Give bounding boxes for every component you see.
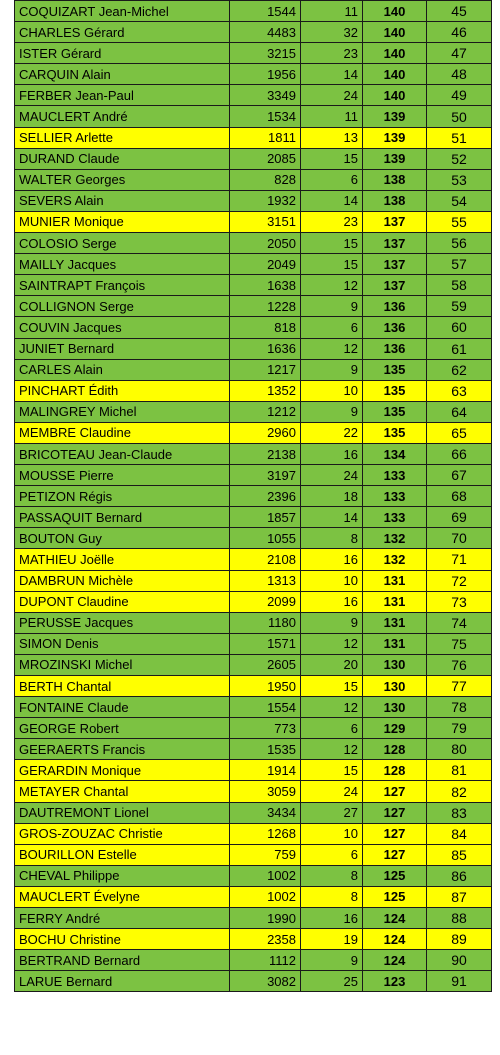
points-cell: 2396 <box>230 486 301 507</box>
table-row <box>15 211 492 232</box>
player-name-cell: SELLIER Arlette <box>15 127 230 148</box>
count-cell: 10 <box>301 823 363 844</box>
rank-cell: 78 <box>427 697 492 718</box>
points-cell: 1212 <box>230 401 301 422</box>
points-cell: 759 <box>230 844 301 865</box>
player-name-cell: DAUTREMONT Lionel <box>15 802 230 823</box>
count-cell: 15 <box>301 760 363 781</box>
rank-cell: 50 <box>427 106 492 127</box>
table-row <box>15 380 492 401</box>
player-name-cell: SEVERS Alain <box>15 190 230 211</box>
average-cell: 125 <box>363 865 427 886</box>
rank-cell: 70 <box>427 528 492 549</box>
rank-cell: 65 <box>427 422 492 443</box>
rank-cell: 77 <box>427 676 492 697</box>
count-cell: 6 <box>301 844 363 865</box>
count-cell: 24 <box>301 781 363 802</box>
points-cell: 1811 <box>230 127 301 148</box>
count-cell: 6 <box>301 169 363 190</box>
player-name-cell: MAILLY Jacques <box>15 254 230 275</box>
ranking-table-body <box>15 1 492 992</box>
player-name-cell: COLOSIO Serge <box>15 233 230 254</box>
count-cell: 18 <box>301 486 363 507</box>
rank-cell: 48 <box>427 64 492 85</box>
average-cell: 124 <box>363 929 427 950</box>
points-cell: 2605 <box>230 654 301 675</box>
rank-cell: 82 <box>427 781 492 802</box>
table-row <box>15 570 492 591</box>
player-name-cell: COQUIZART Jean-Michel <box>15 1 230 22</box>
average-cell: 138 <box>363 169 427 190</box>
points-cell: 3197 <box>230 465 301 486</box>
table-row <box>15 633 492 654</box>
ranking-sheet <box>14 0 491 992</box>
rank-cell: 56 <box>427 233 492 254</box>
points-cell: 1180 <box>230 612 301 633</box>
average-cell: 137 <box>363 275 427 296</box>
ranking-table <box>14 0 492 992</box>
player-name-cell: MOUSSE Pierre <box>15 465 230 486</box>
table-row <box>15 422 492 443</box>
rank-cell: 84 <box>427 823 492 844</box>
table-row <box>15 760 492 781</box>
rank-cell: 63 <box>427 380 492 401</box>
player-name-cell: WALTER Georges <box>15 169 230 190</box>
points-cell: 1857 <box>230 507 301 528</box>
rank-cell: 71 <box>427 549 492 570</box>
points-cell: 1571 <box>230 633 301 654</box>
rank-cell: 67 <box>427 465 492 486</box>
table-row <box>15 169 492 190</box>
table-row <box>15 908 492 929</box>
table-row <box>15 802 492 823</box>
table-row <box>15 528 492 549</box>
table-row <box>15 1 492 22</box>
rank-cell: 89 <box>427 929 492 950</box>
count-cell: 22 <box>301 422 363 443</box>
rank-cell: 51 <box>427 127 492 148</box>
average-cell: 137 <box>363 254 427 275</box>
rank-cell: 81 <box>427 760 492 781</box>
points-cell: 1002 <box>230 886 301 907</box>
points-cell: 1534 <box>230 106 301 127</box>
player-name-cell: CHARLES Gérard <box>15 22 230 43</box>
points-cell: 3082 <box>230 971 301 992</box>
points-cell: 1352 <box>230 380 301 401</box>
player-name-cell: DAMBRUN Michèle <box>15 570 230 591</box>
table-row <box>15 844 492 865</box>
rank-cell: 73 <box>427 591 492 612</box>
count-cell: 16 <box>301 443 363 464</box>
average-cell: 132 <box>363 528 427 549</box>
table-row <box>15 549 492 570</box>
average-cell: 131 <box>363 570 427 591</box>
count-cell: 12 <box>301 739 363 760</box>
count-cell: 15 <box>301 148 363 169</box>
count-cell: 32 <box>301 22 363 43</box>
table-row <box>15 401 492 422</box>
table-row <box>15 612 492 633</box>
count-cell: 9 <box>301 359 363 380</box>
rank-cell: 68 <box>427 486 492 507</box>
count-cell: 8 <box>301 886 363 907</box>
player-name-cell: SIMON Denis <box>15 633 230 654</box>
player-name-cell: GROS-ZOUZAC Christie <box>15 823 230 844</box>
average-cell: 130 <box>363 654 427 675</box>
points-cell: 1535 <box>230 739 301 760</box>
table-row <box>15 443 492 464</box>
table-row <box>15 106 492 127</box>
rank-cell: 72 <box>427 570 492 591</box>
rank-cell: 55 <box>427 211 492 232</box>
count-cell: 16 <box>301 591 363 612</box>
count-cell: 25 <box>301 971 363 992</box>
table-row <box>15 64 492 85</box>
average-cell: 135 <box>363 380 427 401</box>
count-cell: 27 <box>301 802 363 823</box>
table-row <box>15 591 492 612</box>
count-cell: 14 <box>301 190 363 211</box>
table-row <box>15 22 492 43</box>
count-cell: 9 <box>301 296 363 317</box>
rank-cell: 49 <box>427 85 492 106</box>
average-cell: 127 <box>363 823 427 844</box>
rank-cell: 69 <box>427 507 492 528</box>
player-name-cell: MROZINSKI Michel <box>15 654 230 675</box>
average-cell: 123 <box>363 971 427 992</box>
count-cell: 15 <box>301 676 363 697</box>
player-name-cell: PERUSSE Jacques <box>15 612 230 633</box>
player-name-cell: SAINTRAPT François <box>15 275 230 296</box>
player-name-cell: MAUCLERT André <box>15 106 230 127</box>
points-cell: 1055 <box>230 528 301 549</box>
points-cell: 4483 <box>230 22 301 43</box>
rank-cell: 91 <box>427 971 492 992</box>
table-row <box>15 676 492 697</box>
table-row <box>15 654 492 675</box>
player-name-cell: MALINGREY Michel <box>15 401 230 422</box>
points-cell: 3215 <box>230 43 301 64</box>
rank-cell: 54 <box>427 190 492 211</box>
average-cell: 133 <box>363 486 427 507</box>
table-row <box>15 486 492 507</box>
average-cell: 137 <box>363 211 427 232</box>
count-cell: 14 <box>301 64 363 85</box>
table-row <box>15 275 492 296</box>
rank-cell: 53 <box>427 169 492 190</box>
table-row <box>15 127 492 148</box>
rank-cell: 57 <box>427 254 492 275</box>
count-cell: 10 <box>301 570 363 591</box>
average-cell: 128 <box>363 760 427 781</box>
rank-cell: 60 <box>427 317 492 338</box>
player-name-cell: LARUE Bernard <box>15 971 230 992</box>
points-cell: 1228 <box>230 296 301 317</box>
average-cell: 136 <box>363 317 427 338</box>
average-cell: 124 <box>363 950 427 971</box>
average-cell: 135 <box>363 401 427 422</box>
player-name-cell: CARLES Alain <box>15 359 230 380</box>
average-cell: 136 <box>363 338 427 359</box>
table-row <box>15 148 492 169</box>
count-cell: 9 <box>301 612 363 633</box>
player-name-cell: FERBER Jean-Paul <box>15 85 230 106</box>
rank-cell: 87 <box>427 886 492 907</box>
player-name-cell: METAYER Chantal <box>15 781 230 802</box>
points-cell: 1932 <box>230 190 301 211</box>
average-cell: 139 <box>363 148 427 169</box>
average-cell: 124 <box>363 908 427 929</box>
table-row <box>15 43 492 64</box>
points-cell: 1950 <box>230 676 301 697</box>
rank-cell: 47 <box>427 43 492 64</box>
average-cell: 140 <box>363 43 427 64</box>
player-name-cell: GEORGE Robert <box>15 718 230 739</box>
points-cell: 818 <box>230 317 301 338</box>
average-cell: 137 <box>363 233 427 254</box>
player-name-cell: BOURILLON Estelle <box>15 844 230 865</box>
points-cell: 828 <box>230 169 301 190</box>
table-row <box>15 718 492 739</box>
average-cell: 139 <box>363 106 427 127</box>
points-cell: 1956 <box>230 64 301 85</box>
count-cell: 12 <box>301 697 363 718</box>
table-row <box>15 823 492 844</box>
rank-cell: 46 <box>427 22 492 43</box>
count-cell: 20 <box>301 654 363 675</box>
points-cell: 2050 <box>230 233 301 254</box>
count-cell: 16 <box>301 908 363 929</box>
player-name-cell: BERTH Chantal <box>15 676 230 697</box>
average-cell: 125 <box>363 886 427 907</box>
count-cell: 8 <box>301 865 363 886</box>
player-name-cell: BERTRAND Bernard <box>15 950 230 971</box>
points-cell: 2099 <box>230 591 301 612</box>
table-row <box>15 465 492 486</box>
average-cell: 132 <box>363 549 427 570</box>
average-cell: 131 <box>363 612 427 633</box>
rank-cell: 52 <box>427 148 492 169</box>
rank-cell: 80 <box>427 739 492 760</box>
player-name-cell: BRICOTEAU Jean-Claude <box>15 443 230 464</box>
table-row <box>15 929 492 950</box>
average-cell: 131 <box>363 591 427 612</box>
rank-cell: 90 <box>427 950 492 971</box>
rank-cell: 59 <box>427 296 492 317</box>
average-cell: 138 <box>363 190 427 211</box>
average-cell: 140 <box>363 1 427 22</box>
rank-cell: 61 <box>427 338 492 359</box>
average-cell: 140 <box>363 85 427 106</box>
rank-cell: 62 <box>427 359 492 380</box>
points-cell: 2138 <box>230 443 301 464</box>
count-cell: 15 <box>301 233 363 254</box>
points-cell: 3434 <box>230 802 301 823</box>
count-cell: 15 <box>301 254 363 275</box>
player-name-cell: CHEVAL Philippe <box>15 865 230 886</box>
table-row <box>15 254 492 275</box>
average-cell: 127 <box>363 781 427 802</box>
average-cell: 128 <box>363 739 427 760</box>
points-cell: 1544 <box>230 1 301 22</box>
count-cell: 9 <box>301 950 363 971</box>
points-cell: 1112 <box>230 950 301 971</box>
table-row <box>15 296 492 317</box>
average-cell: 133 <box>363 465 427 486</box>
points-cell: 1990 <box>230 908 301 929</box>
points-cell: 1636 <box>230 338 301 359</box>
player-name-cell: ISTER Gérard <box>15 43 230 64</box>
count-cell: 12 <box>301 633 363 654</box>
points-cell: 1554 <box>230 697 301 718</box>
points-cell: 2108 <box>230 549 301 570</box>
average-cell: 127 <box>363 844 427 865</box>
average-cell: 139 <box>363 127 427 148</box>
average-cell: 127 <box>363 802 427 823</box>
points-cell: 3349 <box>230 85 301 106</box>
count-cell: 6 <box>301 718 363 739</box>
average-cell: 136 <box>363 296 427 317</box>
count-cell: 23 <box>301 43 363 64</box>
player-name-cell: MUNIER Monique <box>15 211 230 232</box>
rank-cell: 86 <box>427 865 492 886</box>
player-name-cell: DUPONT Claudine <box>15 591 230 612</box>
player-name-cell: PETIZON Régis <box>15 486 230 507</box>
count-cell: 19 <box>301 929 363 950</box>
average-cell: 133 <box>363 507 427 528</box>
points-cell: 773 <box>230 718 301 739</box>
count-cell: 9 <box>301 401 363 422</box>
table-row <box>15 886 492 907</box>
player-name-cell: PINCHART Édith <box>15 380 230 401</box>
rank-cell: 85 <box>427 844 492 865</box>
table-row <box>15 971 492 992</box>
rank-cell: 79 <box>427 718 492 739</box>
rank-cell: 83 <box>427 802 492 823</box>
table-row <box>15 507 492 528</box>
rank-cell: 45 <box>427 1 492 22</box>
average-cell: 130 <box>363 676 427 697</box>
count-cell: 11 <box>301 106 363 127</box>
table-row <box>15 781 492 802</box>
rank-cell: 74 <box>427 612 492 633</box>
average-cell: 129 <box>363 718 427 739</box>
average-cell: 140 <box>363 22 427 43</box>
player-name-cell: GEERAERTS Francis <box>15 739 230 760</box>
table-row <box>15 317 492 338</box>
points-cell: 1914 <box>230 760 301 781</box>
player-name-cell: MATHIEU Joëlle <box>15 549 230 570</box>
points-cell: 1313 <box>230 570 301 591</box>
player-name-cell: COUVIN Jacques <box>15 317 230 338</box>
player-name-cell: FONTAINE Claude <box>15 697 230 718</box>
table-row <box>15 190 492 211</box>
count-cell: 13 <box>301 127 363 148</box>
count-cell: 16 <box>301 549 363 570</box>
count-cell: 24 <box>301 465 363 486</box>
count-cell: 23 <box>301 211 363 232</box>
points-cell: 1002 <box>230 865 301 886</box>
player-name-cell: FERRY André <box>15 908 230 929</box>
points-cell: 2049 <box>230 254 301 275</box>
count-cell: 10 <box>301 380 363 401</box>
rank-cell: 64 <box>427 401 492 422</box>
count-cell: 24 <box>301 85 363 106</box>
rank-cell: 75 <box>427 633 492 654</box>
points-cell: 3059 <box>230 781 301 802</box>
points-cell: 3151 <box>230 211 301 232</box>
player-name-cell: BOUTON Guy <box>15 528 230 549</box>
average-cell: 135 <box>363 422 427 443</box>
table-row <box>15 359 492 380</box>
table-row <box>15 950 492 971</box>
player-name-cell: BOCHU Christine <box>15 929 230 950</box>
player-name-cell: DURAND Claude <box>15 148 230 169</box>
count-cell: 8 <box>301 528 363 549</box>
count-cell: 12 <box>301 275 363 296</box>
rank-cell: 76 <box>427 654 492 675</box>
player-name-cell: JUNIET Bernard <box>15 338 230 359</box>
count-cell: 11 <box>301 1 363 22</box>
count-cell: 14 <box>301 507 363 528</box>
count-cell: 6 <box>301 317 363 338</box>
table-row <box>15 338 492 359</box>
player-name-cell: CARQUIN Alain <box>15 64 230 85</box>
rank-cell: 58 <box>427 275 492 296</box>
points-cell: 2358 <box>230 929 301 950</box>
points-cell: 1268 <box>230 823 301 844</box>
table-row <box>15 85 492 106</box>
table-row <box>15 233 492 254</box>
table-row <box>15 697 492 718</box>
points-cell: 1217 <box>230 359 301 380</box>
average-cell: 130 <box>363 697 427 718</box>
points-cell: 2085 <box>230 148 301 169</box>
player-name-cell: COLLIGNON Serge <box>15 296 230 317</box>
average-cell: 131 <box>363 633 427 654</box>
player-name-cell: GERARDIN Monique <box>15 760 230 781</box>
rank-cell: 66 <box>427 443 492 464</box>
average-cell: 134 <box>363 443 427 464</box>
player-name-cell: MAUCLERT Évelyne <box>15 886 230 907</box>
average-cell: 140 <box>363 64 427 85</box>
points-cell: 1638 <box>230 275 301 296</box>
average-cell: 135 <box>363 359 427 380</box>
points-cell: 2960 <box>230 422 301 443</box>
table-row <box>15 865 492 886</box>
table-row <box>15 739 492 760</box>
count-cell: 12 <box>301 338 363 359</box>
player-name-cell: PASSAQUIT Bernard <box>15 507 230 528</box>
rank-cell: 88 <box>427 908 492 929</box>
player-name-cell: MEMBRE Claudine <box>15 422 230 443</box>
